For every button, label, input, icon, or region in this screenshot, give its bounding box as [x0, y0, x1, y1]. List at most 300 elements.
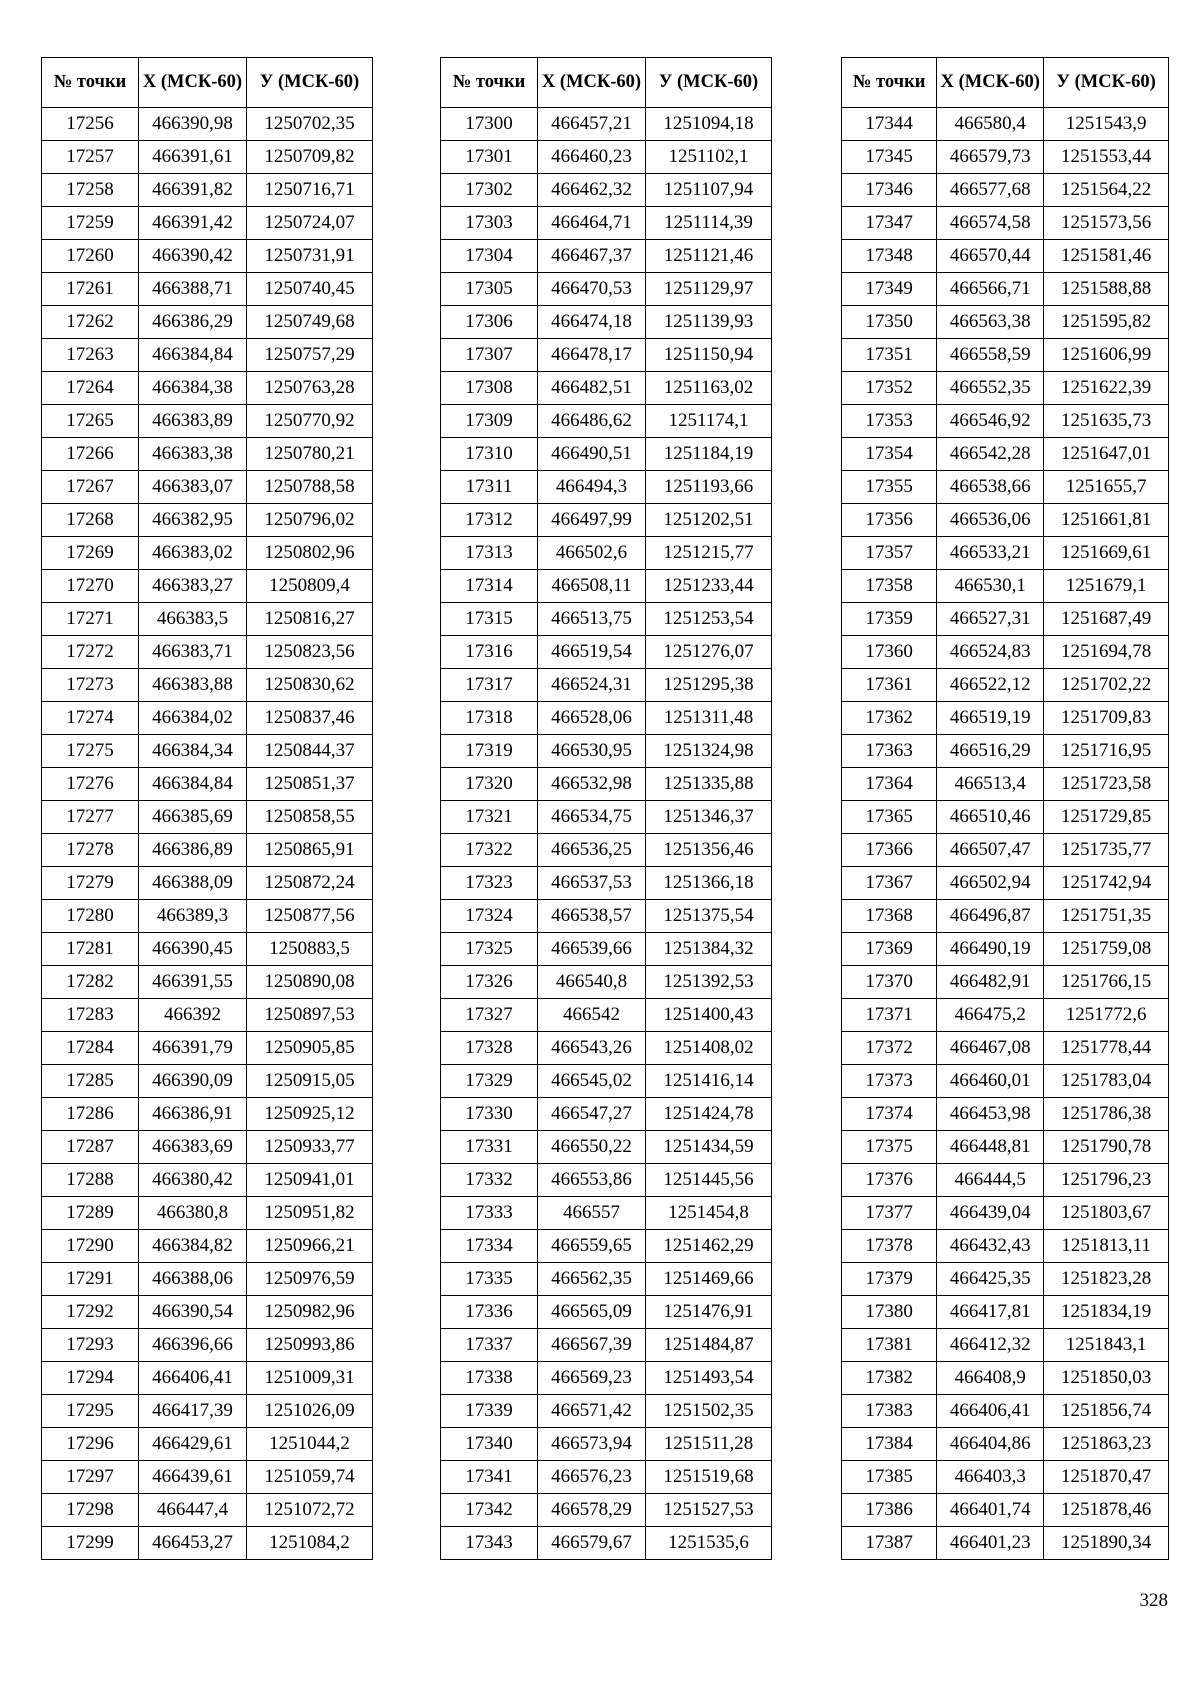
y-coordinate-cell: 1251114,39	[646, 207, 772, 240]
x-coordinate-cell: 466539,66	[538, 933, 646, 966]
point-number-cell: 17310	[441, 438, 538, 471]
point-number-cell: 17352	[842, 372, 937, 405]
table-row	[42, 834, 373, 867]
y-coordinate-cell: 1251424,78	[646, 1098, 772, 1131]
table-row	[441, 273, 772, 306]
y-coordinate-cell: 1251595,82	[1044, 306, 1169, 339]
y-coordinate-cell: 1251588,88	[1044, 273, 1169, 306]
x-coordinate-cell: 466533,21	[937, 537, 1044, 570]
table-row	[441, 1263, 772, 1296]
y-coordinate-cell: 1251059,74	[247, 1461, 373, 1494]
table-row	[842, 174, 1169, 207]
y-coordinate-cell: 1251139,93	[646, 306, 772, 339]
point-number-cell: 17359	[842, 603, 937, 636]
x-coordinate-cell: 466385,69	[139, 801, 247, 834]
y-coordinate-cell: 1250883,5	[247, 933, 373, 966]
y-coordinate-cell: 1250816,27	[247, 603, 373, 636]
y-coordinate-cell: 1251863,23	[1044, 1428, 1169, 1461]
point-number-cell: 17262	[42, 306, 139, 339]
x-coordinate-cell: 466432,43	[937, 1230, 1044, 1263]
x-coordinate-cell: 466467,37	[538, 240, 646, 273]
x-coordinate-cell: 466386,91	[139, 1098, 247, 1131]
x-coordinate-cell: 466384,84	[139, 339, 247, 372]
point-number-cell: 17259	[42, 207, 139, 240]
y-coordinate-cell: 1251606,99	[1044, 339, 1169, 372]
x-coordinate-cell: 466550,22	[538, 1131, 646, 1164]
y-coordinate-cell: 1250966,21	[247, 1230, 373, 1263]
point-number-cell: 17312	[441, 504, 538, 537]
x-coordinate-cell: 466408,9	[937, 1362, 1044, 1395]
y-coordinate-cell: 1250749,68	[247, 306, 373, 339]
point-number-cell: 17364	[842, 768, 937, 801]
y-coordinate-cell: 1250877,56	[247, 900, 373, 933]
x-coordinate-cell: 466546,92	[937, 405, 1044, 438]
y-coordinate-cell: 1251102,1	[646, 141, 772, 174]
y-coordinate-cell: 1251129,97	[646, 273, 772, 306]
x-coordinate-cell: 466553,86	[538, 1164, 646, 1197]
table-row	[42, 768, 373, 801]
table-row	[441, 1197, 772, 1230]
y-coordinate-cell: 1250724,07	[247, 207, 373, 240]
y-coordinate-cell: 1251709,83	[1044, 702, 1169, 735]
x-coordinate-cell: 466447,4	[139, 1494, 247, 1527]
x-coordinate-cell: 466380,42	[139, 1164, 247, 1197]
header-x-coordinate: X (МСК-60)	[538, 58, 646, 108]
point-number-cell: 17289	[42, 1197, 139, 1230]
x-coordinate-cell: 466382,95	[139, 504, 247, 537]
point-number-cell: 17313	[441, 537, 538, 570]
x-coordinate-cell: 466545,02	[538, 1065, 646, 1098]
point-number-cell: 17291	[42, 1263, 139, 1296]
x-coordinate-cell: 466384,38	[139, 372, 247, 405]
point-number-cell: 17315	[441, 603, 538, 636]
table-row	[441, 1164, 772, 1197]
x-coordinate-cell: 466578,29	[538, 1494, 646, 1527]
table-row	[842, 438, 1169, 471]
y-coordinate-cell: 1251564,22	[1044, 174, 1169, 207]
x-coordinate-cell: 466502,94	[937, 867, 1044, 900]
table-row	[441, 669, 772, 702]
table-row	[42, 900, 373, 933]
y-coordinate-cell: 1251778,44	[1044, 1032, 1169, 1065]
x-coordinate-cell: 466519,54	[538, 636, 646, 669]
y-coordinate-cell: 1251669,61	[1044, 537, 1169, 570]
point-number-cell: 17283	[42, 999, 139, 1032]
coordinate-table	[841, 57, 1169, 1560]
point-number-cell: 17308	[441, 372, 538, 405]
x-coordinate-cell: 466527,31	[937, 603, 1044, 636]
y-coordinate-cell: 1251786,38	[1044, 1098, 1169, 1131]
point-number-cell: 17286	[42, 1098, 139, 1131]
x-coordinate-cell: 466404,86	[937, 1428, 1044, 1461]
table-row	[441, 1329, 772, 1362]
table-row	[441, 1230, 772, 1263]
table-row	[441, 1395, 772, 1428]
table-row	[441, 1032, 772, 1065]
point-number-cell: 17287	[42, 1131, 139, 1164]
point-number-cell: 17263	[42, 339, 139, 372]
table-row	[441, 900, 772, 933]
y-coordinate-cell: 1251454,8	[646, 1197, 772, 1230]
point-number-cell: 17317	[441, 669, 538, 702]
y-coordinate-cell: 1250976,59	[247, 1263, 373, 1296]
y-coordinate-cell: 1250716,71	[247, 174, 373, 207]
x-coordinate-cell: 466383,27	[139, 570, 247, 603]
table-row	[441, 504, 772, 537]
table-row	[842, 504, 1169, 537]
point-number-cell: 17387	[842, 1527, 937, 1560]
point-number-cell: 17358	[842, 570, 937, 603]
x-coordinate-cell: 466383,69	[139, 1131, 247, 1164]
x-coordinate-cell: 466534,75	[538, 801, 646, 834]
y-coordinate-cell: 1251392,53	[646, 966, 772, 999]
x-coordinate-cell: 466467,08	[937, 1032, 1044, 1065]
table-row	[842, 669, 1169, 702]
table-row	[42, 933, 373, 966]
y-coordinate-cell: 1251121,46	[646, 240, 772, 273]
y-coordinate-cell: 1250780,21	[247, 438, 373, 471]
point-number-cell: 17296	[42, 1428, 139, 1461]
point-number-cell: 17343	[441, 1527, 538, 1560]
point-number-cell: 17298	[42, 1494, 139, 1527]
y-coordinate-cell: 1251416,14	[646, 1065, 772, 1098]
y-coordinate-cell: 1251150,94	[646, 339, 772, 372]
y-coordinate-cell: 1251519,68	[646, 1461, 772, 1494]
x-coordinate-cell: 466559,65	[538, 1230, 646, 1263]
table-row	[842, 1329, 1169, 1362]
table-row	[42, 636, 373, 669]
x-coordinate-cell: 466401,23	[937, 1527, 1044, 1560]
y-coordinate-cell: 1250844,37	[247, 735, 373, 768]
point-number-cell: 17256	[42, 108, 139, 141]
table-row	[441, 471, 772, 504]
table-row	[441, 1296, 772, 1329]
x-coordinate-cell: 466464,71	[538, 207, 646, 240]
point-number-cell: 17334	[441, 1230, 538, 1263]
point-number-cell: 17275	[42, 735, 139, 768]
y-coordinate-cell: 1250757,29	[247, 339, 373, 372]
point-number-cell: 17339	[441, 1395, 538, 1428]
y-coordinate-cell: 1251445,56	[646, 1164, 772, 1197]
table-row	[842, 1197, 1169, 1230]
table-row	[842, 768, 1169, 801]
y-coordinate-cell: 1251469,66	[646, 1263, 772, 1296]
point-number-cell: 17365	[842, 801, 937, 834]
point-number-cell: 17272	[42, 636, 139, 669]
y-coordinate-cell: 1251702,22	[1044, 669, 1169, 702]
table-row	[42, 702, 373, 735]
x-coordinate-cell: 466557	[538, 1197, 646, 1230]
y-coordinate-cell: 1251163,02	[646, 372, 772, 405]
x-coordinate-cell: 466576,23	[538, 1461, 646, 1494]
table-row	[42, 1494, 373, 1527]
y-coordinate-cell: 1250851,37	[247, 768, 373, 801]
table-row	[441, 735, 772, 768]
point-number-cell: 17314	[441, 570, 538, 603]
y-coordinate-cell: 1250809,4	[247, 570, 373, 603]
x-coordinate-cell: 466391,61	[139, 141, 247, 174]
point-number-cell: 17307	[441, 339, 538, 372]
point-number-cell: 17258	[42, 174, 139, 207]
table-row	[441, 768, 772, 801]
y-coordinate-cell: 1251813,11	[1044, 1230, 1169, 1263]
x-coordinate-cell: 466524,83	[937, 636, 1044, 669]
table-row	[42, 1197, 373, 1230]
point-number-cell: 17293	[42, 1329, 139, 1362]
y-coordinate-cell: 1250788,58	[247, 471, 373, 504]
x-coordinate-cell: 466425,35	[937, 1263, 1044, 1296]
table-row	[842, 1362, 1169, 1395]
point-number-cell: 17353	[842, 405, 937, 438]
x-coordinate-cell: 466570,44	[937, 240, 1044, 273]
y-coordinate-cell: 1251462,29	[646, 1230, 772, 1263]
y-coordinate-cell: 1251655,7	[1044, 471, 1169, 504]
point-number-cell: 17273	[42, 669, 139, 702]
point-number-cell: 17363	[842, 735, 937, 768]
y-coordinate-cell: 1250837,46	[247, 702, 373, 735]
table-row	[441, 867, 772, 900]
table-row	[842, 999, 1169, 1032]
y-coordinate-cell: 1251202,51	[646, 504, 772, 537]
y-coordinate-cell: 1251527,53	[646, 1494, 772, 1527]
y-coordinate-cell: 1250823,56	[247, 636, 373, 669]
y-coordinate-cell: 1251834,19	[1044, 1296, 1169, 1329]
x-coordinate-cell: 466486,62	[538, 405, 646, 438]
header-x-coordinate: X (МСК-60)	[937, 58, 1044, 108]
table-row	[842, 108, 1169, 141]
table-row	[842, 735, 1169, 768]
point-number-cell: 17337	[441, 1329, 538, 1362]
x-coordinate-cell: 466383,88	[139, 669, 247, 702]
table-row	[42, 1065, 373, 1098]
y-coordinate-cell: 1251870,47	[1044, 1461, 1169, 1494]
y-coordinate-cell: 1251009,31	[247, 1362, 373, 1395]
table-row	[42, 207, 373, 240]
x-coordinate-cell: 466380,8	[139, 1197, 247, 1230]
x-coordinate-cell: 466392	[139, 999, 247, 1032]
table-row	[42, 1131, 373, 1164]
x-coordinate-cell: 466542,28	[937, 438, 1044, 471]
table-row	[842, 405, 1169, 438]
point-number-cell: 17281	[42, 933, 139, 966]
y-coordinate-cell: 1251751,35	[1044, 900, 1169, 933]
point-number-cell: 17340	[441, 1428, 538, 1461]
y-coordinate-cell: 1251366,18	[646, 867, 772, 900]
y-coordinate-cell: 1250796,02	[247, 504, 373, 537]
table-row	[42, 1395, 373, 1428]
point-number-cell: 17276	[42, 768, 139, 801]
y-coordinate-cell: 1251742,94	[1044, 867, 1169, 900]
x-coordinate-cell: 466482,51	[538, 372, 646, 405]
x-coordinate-cell: 466567,39	[538, 1329, 646, 1362]
header-y-coordinate: У (МСК-60)	[1044, 58, 1169, 108]
x-coordinate-cell: 466497,99	[538, 504, 646, 537]
point-number-cell: 17326	[441, 966, 538, 999]
x-coordinate-cell: 466453,27	[139, 1527, 247, 1560]
table-row	[842, 900, 1169, 933]
table-row	[42, 240, 373, 273]
y-coordinate-cell: 1250830,62	[247, 669, 373, 702]
table-row	[842, 1428, 1169, 1461]
x-coordinate-cell: 466384,84	[139, 768, 247, 801]
header-x-coordinate: X (МСК-60)	[139, 58, 247, 108]
point-number-cell: 17374	[842, 1098, 937, 1131]
y-coordinate-cell: 1251434,59	[646, 1131, 772, 1164]
table-header-row	[842, 58, 1169, 108]
point-number-cell: 17297	[42, 1461, 139, 1494]
table-row	[42, 339, 373, 372]
y-coordinate-cell: 1251823,28	[1044, 1263, 1169, 1296]
point-number-cell: 17372	[842, 1032, 937, 1065]
x-coordinate-cell: 466391,82	[139, 174, 247, 207]
table-row	[42, 1164, 373, 1197]
point-number-cell: 17325	[441, 933, 538, 966]
x-coordinate-cell: 466540,8	[538, 966, 646, 999]
x-coordinate-cell: 466536,06	[937, 504, 1044, 537]
table-row	[42, 1263, 373, 1296]
table-row	[441, 1131, 772, 1164]
x-coordinate-cell: 466543,26	[538, 1032, 646, 1065]
x-coordinate-cell: 466396,66	[139, 1329, 247, 1362]
header-y-coordinate: У (МСК-60)	[247, 58, 373, 108]
point-number-cell: 17261	[42, 273, 139, 306]
y-coordinate-cell: 1251253,54	[646, 603, 772, 636]
y-coordinate-cell: 1251790,78	[1044, 1131, 1169, 1164]
table-row	[42, 1032, 373, 1065]
table-row	[441, 339, 772, 372]
table-row	[842, 1131, 1169, 1164]
point-number-cell: 17282	[42, 966, 139, 999]
y-coordinate-cell: 1251193,66	[646, 471, 772, 504]
y-coordinate-cell: 1251622,39	[1044, 372, 1169, 405]
table-row	[441, 1527, 772, 1560]
point-number-cell: 17379	[842, 1263, 937, 1296]
point-number-cell: 17360	[842, 636, 937, 669]
y-coordinate-cell: 1250865,91	[247, 834, 373, 867]
table-row	[842, 834, 1169, 867]
x-coordinate-cell: 466386,29	[139, 306, 247, 339]
point-number-cell: 17278	[42, 834, 139, 867]
x-coordinate-cell: 466383,89	[139, 405, 247, 438]
x-coordinate-cell: 466417,81	[937, 1296, 1044, 1329]
header-y-coordinate: У (МСК-60)	[646, 58, 772, 108]
x-coordinate-cell: 466383,07	[139, 471, 247, 504]
x-coordinate-cell: 466579,67	[538, 1527, 646, 1560]
x-coordinate-cell: 466565,09	[538, 1296, 646, 1329]
table-row	[42, 603, 373, 636]
y-coordinate-cell: 1251502,35	[646, 1395, 772, 1428]
x-coordinate-cell: 466388,71	[139, 273, 247, 306]
table-row	[42, 966, 373, 999]
point-number-cell: 17304	[441, 240, 538, 273]
y-coordinate-cell: 1251295,38	[646, 669, 772, 702]
table-row	[42, 669, 373, 702]
table-row	[42, 999, 373, 1032]
point-number-cell: 17348	[842, 240, 937, 273]
page-number: 328	[1139, 1590, 1168, 1611]
table-row	[441, 372, 772, 405]
point-number-cell: 17277	[42, 801, 139, 834]
x-coordinate-cell: 466569,23	[538, 1362, 646, 1395]
y-coordinate-cell: 1250702,35	[247, 108, 373, 141]
table-row	[42, 1527, 373, 1560]
y-coordinate-cell: 1250933,77	[247, 1131, 373, 1164]
x-coordinate-cell: 466384,82	[139, 1230, 247, 1263]
x-coordinate-cell: 466390,45	[139, 933, 247, 966]
x-coordinate-cell: 466558,59	[937, 339, 1044, 372]
point-number-cell: 17331	[441, 1131, 538, 1164]
table-row	[441, 405, 772, 438]
table-row	[441, 1428, 772, 1461]
x-coordinate-cell: 466522,12	[937, 669, 1044, 702]
y-coordinate-cell: 1251107,94	[646, 174, 772, 207]
point-number-cell: 17380	[842, 1296, 937, 1329]
point-number-cell: 17309	[441, 405, 538, 438]
x-coordinate-cell: 466390,42	[139, 240, 247, 273]
table-row	[842, 1230, 1169, 1263]
table-row	[42, 504, 373, 537]
point-number-cell: 17322	[441, 834, 538, 867]
point-number-cell: 17356	[842, 504, 937, 537]
x-coordinate-cell: 466444,5	[937, 1164, 1044, 1197]
x-coordinate-cell: 466516,29	[937, 735, 1044, 768]
table-row	[42, 801, 373, 834]
point-number-cell: 17265	[42, 405, 139, 438]
point-number-cell: 17385	[842, 1461, 937, 1494]
point-number-cell: 17305	[441, 273, 538, 306]
point-number-cell: 17311	[441, 471, 538, 504]
table-row	[42, 141, 373, 174]
coordinate-table	[41, 57, 373, 1560]
table-row	[42, 108, 373, 141]
table-row	[842, 702, 1169, 735]
x-coordinate-cell: 466528,06	[538, 702, 646, 735]
x-coordinate-cell: 466439,61	[139, 1461, 247, 1494]
x-coordinate-cell: 466513,4	[937, 768, 1044, 801]
y-coordinate-cell: 1251335,88	[646, 768, 772, 801]
y-coordinate-cell: 1251729,85	[1044, 801, 1169, 834]
y-coordinate-cell: 1251723,58	[1044, 768, 1169, 801]
y-coordinate-cell: 1251843,1	[1044, 1329, 1169, 1362]
table-row	[42, 273, 373, 306]
y-coordinate-cell: 1251311,48	[646, 702, 772, 735]
x-coordinate-cell: 466580,4	[937, 108, 1044, 141]
y-coordinate-cell: 1250993,86	[247, 1329, 373, 1362]
x-coordinate-cell: 466532,98	[538, 768, 646, 801]
x-coordinate-cell: 466383,71	[139, 636, 247, 669]
x-coordinate-cell: 466460,23	[538, 141, 646, 174]
y-coordinate-cell: 1251084,2	[247, 1527, 373, 1560]
table-row	[842, 801, 1169, 834]
y-coordinate-cell: 1251772,6	[1044, 999, 1169, 1032]
point-number-cell: 17345	[842, 141, 937, 174]
x-coordinate-cell: 466537,53	[538, 867, 646, 900]
y-coordinate-cell: 1251679,1	[1044, 570, 1169, 603]
x-coordinate-cell: 466390,09	[139, 1065, 247, 1098]
y-coordinate-cell: 1250897,53	[247, 999, 373, 1032]
x-coordinate-cell: 466496,87	[937, 900, 1044, 933]
table-row	[441, 207, 772, 240]
coordinate-tables	[41, 57, 1169, 1559]
point-number-cell: 17294	[42, 1362, 139, 1395]
x-coordinate-cell: 466384,02	[139, 702, 247, 735]
table-row	[842, 1296, 1169, 1329]
point-number-cell: 17288	[42, 1164, 139, 1197]
y-coordinate-cell: 1250858,55	[247, 801, 373, 834]
table-row	[842, 1032, 1169, 1065]
point-number-cell: 17384	[842, 1428, 937, 1461]
x-coordinate-cell: 466429,61	[139, 1428, 247, 1461]
